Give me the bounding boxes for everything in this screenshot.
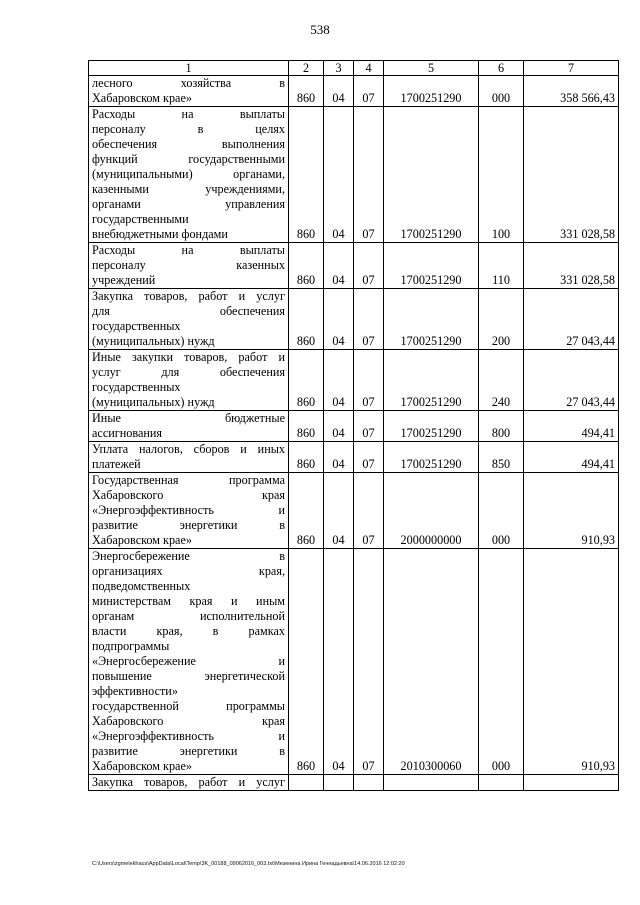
ministry-code-cell: 860: [289, 549, 324, 775]
section-code-cell: 04: [324, 473, 354, 549]
table-row: [89, 411, 619, 442]
table-row: [89, 76, 619, 107]
expense-type-code-cell: 000: [479, 549, 524, 775]
amount-cell: 494,41: [524, 442, 619, 473]
row-name-cell: Энергосбережение в организациях края, подведомственных министерствам края и иным органам исполнительной власти края, в рамках подпрограммы «Энергосбережение и повышение энергетической эффективности» государственной программы Хабаровского края «Энергоэффективность и развитие энергетики в Хабаровском крае»: [89, 549, 289, 775]
expense-type-code-cell: 240: [479, 350, 524, 411]
column-header: 1: [89, 61, 289, 76]
row-name-cell: Уплата налогов, сборов и иных платежей: [89, 442, 289, 473]
column-header: 3: [324, 61, 354, 76]
amount-cell: 358 566,43: [524, 76, 619, 107]
expense-type-code-cell: 800: [479, 411, 524, 442]
ministry-code-cell: 860: [289, 473, 324, 549]
row-name-cell: Расходы на выплаты персоналу в целях обеспечения выполнения функций государственными (муниципальными) органами, казенными учреждениями, органами управления государственными внебюджетными фондами: [89, 107, 289, 243]
ministry-code-cell: 860: [289, 107, 324, 243]
section-code-cell: [324, 775, 354, 791]
amount-cell: 331 028,58: [524, 243, 619, 289]
ministry-code-cell: 860: [289, 442, 324, 473]
row-name-cell: Иные закупки товаров, работ и услуг для обеспечения государственных (муниципальных) нужд: [89, 350, 289, 411]
budget-table: [88, 60, 619, 791]
table-row: [89, 107, 619, 243]
amount-cell: 910,93: [524, 473, 619, 549]
expense-type-code-cell: 000: [479, 76, 524, 107]
table-row: [89, 289, 619, 350]
table-row: [89, 549, 619, 775]
column-header: 4: [354, 61, 384, 76]
subsection-code-cell: 07: [354, 289, 384, 350]
section-code-cell: 04: [324, 76, 354, 107]
section-code-cell: 04: [324, 243, 354, 289]
subsection-code-cell: 07: [354, 76, 384, 107]
column-header: 6: [479, 61, 524, 76]
row-name-cell: Расходы на выплаты персоналу казенных учреждений: [89, 243, 289, 289]
subsection-code-cell: 07: [354, 411, 384, 442]
row-name-cell: Закупка товаров, работ и услуг: [89, 775, 289, 791]
row-name-cell: Закупка товаров, работ и услуг для обеспечения государственных (муниципальных) нужд: [89, 289, 289, 350]
row-name-cell: лесного хозяйства в Хабаровском крае»: [89, 76, 289, 107]
section-code-cell: 04: [324, 107, 354, 243]
table-row: [89, 473, 619, 549]
subsection-code-cell: 07: [354, 107, 384, 243]
target-item-code-cell: 1700251290: [384, 243, 479, 289]
expense-type-code-cell: 100: [479, 107, 524, 243]
target-item-code-cell: 1700251290: [384, 411, 479, 442]
expense-type-code-cell: [479, 775, 524, 791]
subsection-code-cell: 07: [354, 473, 384, 549]
section-code-cell: 04: [324, 411, 354, 442]
ministry-code-cell: 860: [289, 411, 324, 442]
target-item-code-cell: 2000000000: [384, 473, 479, 549]
target-item-code-cell: [384, 775, 479, 791]
ministry-code-cell: [289, 775, 324, 791]
subsection-code-cell: [354, 775, 384, 791]
expense-type-code-cell: 000: [479, 473, 524, 549]
target-item-code-cell: 1700251290: [384, 442, 479, 473]
target-item-code-cell: 2010300060: [384, 549, 479, 775]
table-row: [89, 442, 619, 473]
subsection-code-cell: 07: [354, 243, 384, 289]
amount-cell: [524, 775, 619, 791]
ministry-code-cell: 860: [289, 289, 324, 350]
ministry-code-cell: 860: [289, 350, 324, 411]
table-row: [89, 775, 619, 791]
target-item-code-cell: 1700251290: [384, 76, 479, 107]
target-item-code-cell: 1700251290: [384, 350, 479, 411]
amount-cell: 27 043,44: [524, 289, 619, 350]
amount-cell: 27 043,44: [524, 350, 619, 411]
table-row: [89, 350, 619, 411]
column-header: 2: [289, 61, 324, 76]
row-name-cell: Иные бюджетные ассигнования: [89, 411, 289, 442]
section-code-cell: 04: [324, 549, 354, 775]
section-code-cell: 04: [324, 442, 354, 473]
section-code-cell: 04: [324, 289, 354, 350]
target-item-code-cell: 1700251290: [384, 107, 479, 243]
section-code-cell: 04: [324, 350, 354, 411]
file-path-footer: C:\Users\zgmelekhaus\AppData\Local\Temp\3K_00188_09062016_003.txt\Мезенина Ирина Геннадьевна\14.06.2016 12:02:20: [92, 861, 405, 867]
subsection-code-cell: 07: [354, 549, 384, 775]
target-item-code-cell: 1700251290: [384, 289, 479, 350]
table-header-row: [89, 61, 619, 76]
amount-cell: 910,93: [524, 549, 619, 775]
column-header: 7: [524, 61, 619, 76]
ministry-code-cell: 860: [289, 243, 324, 289]
column-header: 5: [384, 61, 479, 76]
table-row: [89, 243, 619, 289]
row-name-cell: Государственная программа Хабаровского края «Энергоэффективность и развитие энергетики в Хабаровском крае»: [89, 473, 289, 549]
expense-type-code-cell: 850: [479, 442, 524, 473]
subsection-code-cell: 07: [354, 442, 384, 473]
page-number: 538: [310, 22, 330, 37]
subsection-code-cell: 07: [354, 350, 384, 411]
expense-type-code-cell: 110: [479, 243, 524, 289]
amount-cell: 494,41: [524, 411, 619, 442]
amount-cell: 331 028,58: [524, 107, 619, 243]
expense-type-code-cell: 200: [479, 289, 524, 350]
ministry-code-cell: 860: [289, 76, 324, 107]
